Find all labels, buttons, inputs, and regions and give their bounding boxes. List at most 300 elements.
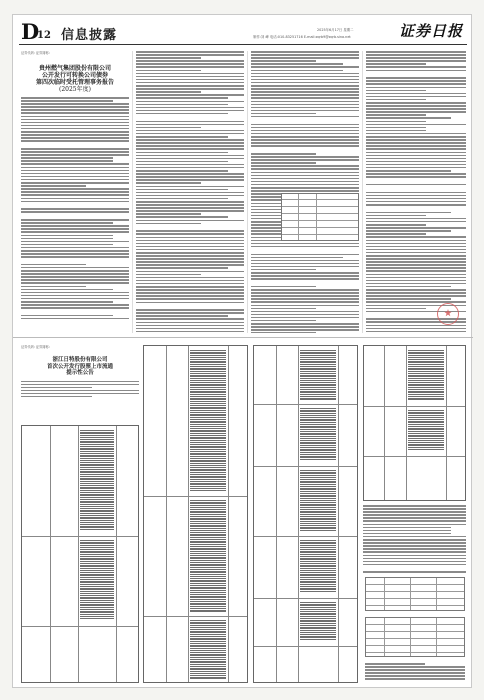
seal-stamp-icon xyxy=(437,303,459,325)
text-line xyxy=(190,428,226,429)
text-line xyxy=(21,211,129,213)
text-line xyxy=(363,524,466,526)
text-block xyxy=(251,51,359,333)
text-line xyxy=(300,459,336,460)
text-line xyxy=(80,611,114,612)
text-line xyxy=(408,391,444,392)
text-line xyxy=(300,431,336,432)
text-line xyxy=(190,361,226,362)
text-line xyxy=(80,432,114,433)
text-line xyxy=(363,536,466,538)
text-line xyxy=(190,500,226,501)
text-line xyxy=(251,136,359,138)
column-divider xyxy=(247,51,248,333)
text-line xyxy=(136,249,244,251)
text-line xyxy=(366,158,466,160)
text-line xyxy=(366,108,466,110)
text-line xyxy=(300,382,336,383)
text-line xyxy=(21,119,129,121)
closing-lines xyxy=(365,663,465,683)
text-line xyxy=(408,428,444,429)
text-line xyxy=(366,227,466,229)
text-line xyxy=(190,596,226,597)
text-line xyxy=(136,66,244,68)
text-block xyxy=(363,505,466,573)
text-line xyxy=(190,357,226,358)
text-line xyxy=(136,237,244,239)
text-line xyxy=(80,554,114,555)
text-line xyxy=(251,332,316,333)
text-line xyxy=(21,307,129,309)
text-line xyxy=(190,629,226,630)
text-line xyxy=(190,407,226,408)
text-line xyxy=(363,533,451,535)
text-line xyxy=(300,484,336,485)
text-line xyxy=(366,121,426,123)
text-line xyxy=(80,579,114,580)
text-line xyxy=(80,526,114,527)
text-line xyxy=(190,502,226,503)
text-line xyxy=(190,419,226,420)
text-line xyxy=(363,508,466,510)
date-line: 2025年6月17日 星期二 xyxy=(317,28,354,32)
text-line xyxy=(300,361,336,362)
text-line xyxy=(21,267,129,269)
text-line xyxy=(251,301,359,303)
text-line xyxy=(366,295,466,297)
text-line xyxy=(80,499,114,500)
text-line xyxy=(251,139,359,141)
text-line xyxy=(80,513,114,514)
text-line xyxy=(80,494,114,495)
text-line xyxy=(190,664,226,665)
text-line xyxy=(80,510,114,511)
text-line xyxy=(363,514,466,516)
text-line xyxy=(251,153,316,155)
text-line xyxy=(80,506,114,507)
text-line xyxy=(190,587,226,588)
text-line xyxy=(408,421,444,422)
text-line xyxy=(136,280,244,282)
text-line xyxy=(300,623,336,624)
text-line xyxy=(80,570,114,571)
text-line xyxy=(190,578,226,579)
text-line xyxy=(366,90,426,92)
text-line xyxy=(190,608,226,609)
text-line xyxy=(251,88,359,90)
text-line xyxy=(21,276,129,278)
text-line xyxy=(136,176,244,178)
text-line xyxy=(190,511,226,512)
text-line xyxy=(80,572,114,573)
text-line xyxy=(136,173,244,175)
text-line xyxy=(408,364,444,365)
text-line xyxy=(21,140,129,142)
text-line xyxy=(136,136,228,138)
text-line xyxy=(136,110,244,112)
text-line xyxy=(190,378,226,379)
text-line xyxy=(136,233,244,235)
text-line xyxy=(21,304,129,306)
text-line xyxy=(190,518,226,519)
text-line xyxy=(300,445,336,446)
text-line xyxy=(190,523,226,524)
text-line xyxy=(136,192,244,194)
text-line xyxy=(136,286,244,288)
text-line xyxy=(136,51,244,53)
text-line xyxy=(21,222,113,224)
text-line xyxy=(251,107,359,109)
text-line xyxy=(251,281,359,284)
text-line xyxy=(21,167,129,169)
text-line xyxy=(21,148,129,150)
text-line xyxy=(251,269,316,271)
bottom-table-1 xyxy=(21,425,139,683)
text-line xyxy=(300,364,336,365)
text-line xyxy=(251,63,343,65)
text-line xyxy=(21,194,129,196)
text-line xyxy=(408,380,444,381)
text-line xyxy=(21,270,129,272)
text-line xyxy=(251,91,359,93)
text-line xyxy=(190,610,226,611)
text-line xyxy=(300,436,336,437)
text-line xyxy=(21,286,86,288)
text-line xyxy=(190,350,226,351)
text-line xyxy=(136,94,244,96)
text-line xyxy=(366,328,466,330)
text-line xyxy=(300,440,336,441)
text-line xyxy=(190,364,226,365)
text-line xyxy=(366,102,466,104)
text-line xyxy=(80,455,114,456)
text-line xyxy=(366,170,451,172)
text-line xyxy=(300,634,336,635)
text-line xyxy=(251,94,359,96)
text-line xyxy=(300,456,336,457)
text-line xyxy=(366,173,466,175)
text-line xyxy=(80,609,114,610)
text-line xyxy=(21,387,92,389)
text-line xyxy=(366,243,466,245)
text-line xyxy=(251,181,359,183)
top-company-name: 贵州燃气集团股份有限公司 xyxy=(38,65,111,72)
text-line xyxy=(190,414,226,415)
text-line xyxy=(21,250,129,252)
text-line xyxy=(190,426,226,427)
text-line xyxy=(190,585,226,586)
text-line xyxy=(251,54,359,56)
text-line xyxy=(251,168,359,170)
text-line xyxy=(251,243,359,245)
text-line xyxy=(190,553,226,554)
text-line xyxy=(251,311,359,313)
text-line xyxy=(408,417,444,418)
text-line xyxy=(21,273,129,275)
text-line xyxy=(190,580,226,581)
text-line xyxy=(300,518,336,519)
text-line xyxy=(80,469,114,470)
text-line xyxy=(366,54,466,56)
text-line xyxy=(365,672,465,674)
text-line xyxy=(408,375,444,376)
text-line xyxy=(366,83,466,85)
text-line xyxy=(300,530,336,531)
text-line xyxy=(190,620,226,621)
text-line xyxy=(21,122,129,124)
text-line xyxy=(136,198,228,200)
text-line xyxy=(190,666,226,667)
text-line xyxy=(21,292,129,294)
text-line xyxy=(300,408,336,409)
text-line xyxy=(251,159,359,161)
text-line xyxy=(80,551,114,552)
text-line xyxy=(190,528,226,529)
text-line xyxy=(190,569,226,570)
text-line xyxy=(300,620,336,621)
text-line xyxy=(190,486,226,487)
text-line xyxy=(80,430,114,431)
text-line xyxy=(80,471,114,472)
text-line xyxy=(190,488,226,489)
text-line xyxy=(408,447,444,448)
text-line xyxy=(300,509,336,510)
text-line xyxy=(300,452,336,453)
text-line xyxy=(80,483,114,484)
text-line xyxy=(408,398,444,399)
text-line xyxy=(251,73,359,75)
top-column-1 xyxy=(21,51,129,333)
text-line xyxy=(80,474,114,475)
text-line xyxy=(80,600,114,601)
text-line xyxy=(190,481,226,482)
text-line xyxy=(366,233,426,235)
text-line xyxy=(80,540,114,541)
text-line xyxy=(251,298,359,300)
text-line xyxy=(21,301,113,303)
text-line xyxy=(80,490,114,491)
text-line xyxy=(300,389,336,390)
text-line xyxy=(136,161,228,163)
data-table xyxy=(281,193,359,241)
top-code-line: 证券代码: 证券简称: xyxy=(21,51,50,55)
text-line xyxy=(190,562,226,563)
text-line xyxy=(251,246,359,248)
text-line xyxy=(190,636,226,637)
text-line xyxy=(300,413,336,414)
text-line xyxy=(366,212,451,214)
text-line xyxy=(21,390,139,392)
text-line xyxy=(21,289,113,291)
contact-line: 制作:刘 峰 电话:010-83251716 E-mail:zqrb9@zqrb.sina.net xyxy=(253,35,351,39)
text-line xyxy=(21,315,113,317)
text-line xyxy=(366,51,466,53)
text-line xyxy=(300,479,336,480)
text-line xyxy=(136,283,244,285)
text-line xyxy=(366,195,466,197)
text-line xyxy=(300,632,336,633)
text-line xyxy=(365,675,465,677)
text-line xyxy=(251,254,359,256)
text-line xyxy=(300,419,336,420)
text-line xyxy=(300,368,336,369)
text-line xyxy=(300,352,336,353)
text-line xyxy=(136,127,201,129)
text-line xyxy=(366,267,466,269)
text-line xyxy=(366,145,466,147)
text-line xyxy=(136,207,244,209)
text-line xyxy=(408,357,444,358)
text-line xyxy=(300,584,336,585)
text-line xyxy=(251,187,359,189)
text-line xyxy=(190,479,226,480)
text-line xyxy=(80,517,114,518)
text-line xyxy=(190,594,226,595)
text-line xyxy=(21,241,129,243)
text-line xyxy=(366,221,466,223)
text-line xyxy=(80,545,114,546)
text-line xyxy=(136,289,244,291)
text-line xyxy=(190,382,226,383)
text-line xyxy=(300,424,336,425)
text-line xyxy=(80,524,114,525)
text-line xyxy=(408,435,444,436)
text-line xyxy=(408,424,444,425)
text-line xyxy=(136,271,244,273)
text-line xyxy=(300,525,336,526)
text-line xyxy=(190,449,226,450)
text-line xyxy=(300,545,336,546)
text-line xyxy=(300,477,336,478)
text-line xyxy=(136,167,244,169)
text-line xyxy=(366,179,466,182)
text-line xyxy=(21,100,113,102)
text-line xyxy=(80,597,114,598)
text-line xyxy=(21,182,129,184)
text-line xyxy=(80,448,114,449)
text-line xyxy=(136,54,244,56)
text-line xyxy=(136,201,244,203)
text-line xyxy=(136,130,244,132)
text-line xyxy=(136,88,244,90)
text-line xyxy=(300,586,336,587)
text-line xyxy=(190,537,226,538)
text-line xyxy=(21,179,129,181)
text-line xyxy=(136,195,244,197)
text-line xyxy=(190,391,226,392)
text-line xyxy=(300,514,336,515)
text-line xyxy=(136,57,201,59)
text-line xyxy=(136,73,244,75)
text-line xyxy=(366,136,466,138)
text-line xyxy=(251,76,359,78)
text-line xyxy=(251,317,359,319)
text-line xyxy=(136,170,228,172)
text-line xyxy=(190,668,226,669)
text-line xyxy=(300,447,336,448)
text-line xyxy=(136,325,244,327)
text-line xyxy=(300,521,336,522)
text-line xyxy=(408,355,444,356)
text-line xyxy=(251,165,359,167)
text-line xyxy=(300,481,336,482)
text-line xyxy=(300,607,336,608)
text-line xyxy=(251,116,359,118)
text-line xyxy=(300,500,336,501)
text-line xyxy=(251,289,359,291)
top-column-3 xyxy=(251,51,359,333)
text-line xyxy=(136,158,244,160)
page-number: 12 xyxy=(37,30,51,41)
text-line xyxy=(190,410,226,411)
text-line xyxy=(136,298,244,300)
summary-table-1 xyxy=(365,577,465,611)
text-line xyxy=(300,375,336,376)
text-line xyxy=(300,422,336,423)
text-line xyxy=(190,590,226,591)
text-line xyxy=(21,298,129,300)
header-rule xyxy=(19,44,467,45)
text-line xyxy=(300,488,336,489)
text-line xyxy=(80,464,114,465)
text-line xyxy=(190,371,226,372)
text-line xyxy=(80,441,114,442)
summary-table-2 xyxy=(365,617,465,657)
text-line xyxy=(190,546,226,547)
text-line xyxy=(300,384,336,385)
bottom-table-2 xyxy=(143,345,248,683)
text-line xyxy=(366,325,466,327)
text-line xyxy=(366,87,466,89)
text-line xyxy=(80,529,114,530)
bottom-table-3 xyxy=(253,345,358,683)
text-line xyxy=(136,264,244,266)
text-line xyxy=(190,389,226,390)
text-line xyxy=(363,571,466,573)
text-line xyxy=(190,525,226,526)
section-letter: D xyxy=(21,19,40,44)
text-line xyxy=(136,223,201,225)
text-line xyxy=(408,449,444,450)
bottom-table-4 xyxy=(363,345,466,501)
text-line xyxy=(363,511,466,513)
text-line xyxy=(80,492,114,493)
text-line xyxy=(190,384,226,385)
text-line xyxy=(21,235,113,237)
text-line xyxy=(21,103,129,105)
text-line xyxy=(136,107,244,109)
text-line xyxy=(363,539,466,541)
text-line xyxy=(366,215,426,217)
text-line xyxy=(190,396,226,397)
text-line xyxy=(136,252,244,254)
text-line xyxy=(300,504,336,505)
text-line xyxy=(408,368,444,369)
text-line xyxy=(408,444,444,445)
text-line xyxy=(190,355,226,356)
text-line xyxy=(80,460,114,461)
text-line xyxy=(190,451,226,452)
text-line xyxy=(366,274,466,276)
text-line xyxy=(190,421,226,422)
top-title-line-3: 第四次临时受托管理事务报告 xyxy=(35,79,114,86)
text-line xyxy=(251,82,359,84)
top-title-line-2: 公开发行可转换公司债券 xyxy=(41,72,108,79)
text-line xyxy=(190,403,226,404)
text-line xyxy=(366,255,466,257)
text-line xyxy=(21,151,129,153)
text-line xyxy=(300,415,336,416)
